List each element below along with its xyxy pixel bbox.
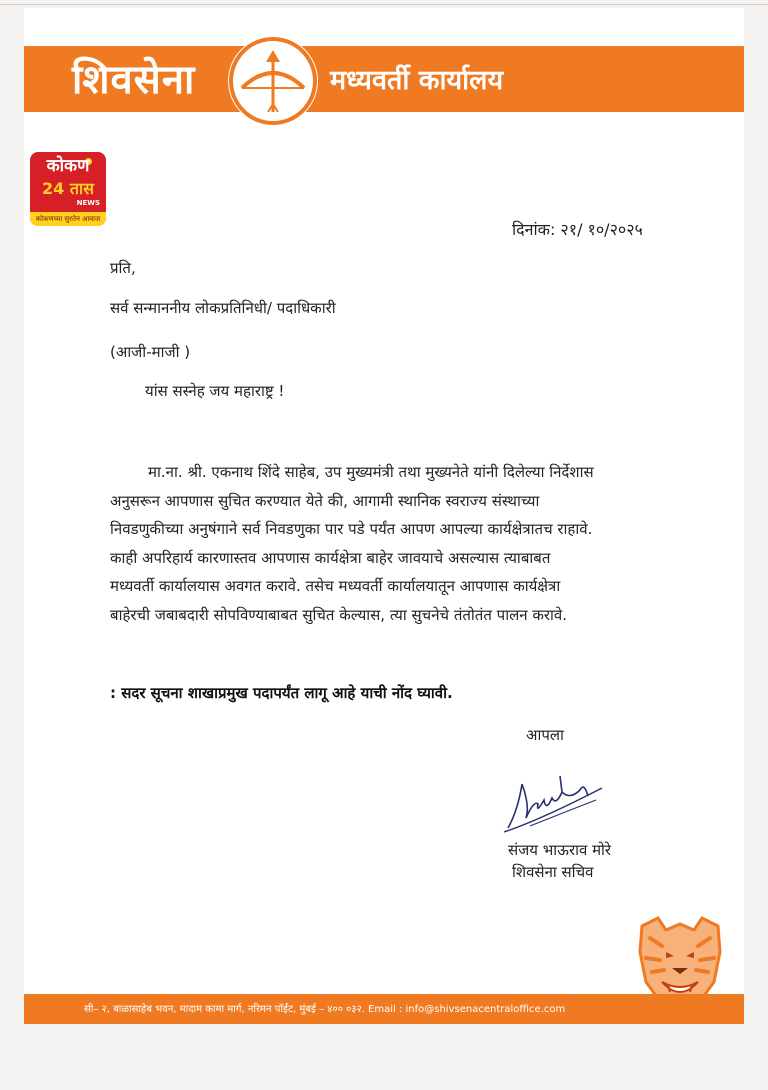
letter-addressee: सर्व सन्माननीय लोकप्रतिनिधी/ पदाधिकारी [110, 299, 336, 317]
body-line: निवडणुकीच्या अनुषंगाने सर्व निवडणुका पार पडे पर्यंत आपण आपल्या कार्यक्षेत्रातच राहावे. [110, 520, 593, 538]
body-line: अनुसरून आपणास सुचित करण्यात येते की, आगामी स्थानिक स्वराज्य संस्थाच्या [110, 491, 540, 510]
news-logo-name: कोकण [46, 156, 90, 176]
letter-date: दिनांक: २१/ १०/२०२५ [512, 220, 643, 239]
body-line: काही अपरिहार्य कारणास्तव आपणास कार्यक्षेत्रा बाहेर जावयाचे असल्यास त्याबाबत [110, 548, 551, 567]
bow-and-arrow-emblem-icon [228, 36, 318, 126]
party-name: शिवसेना [72, 57, 196, 103]
news-channel-logo [30, 152, 106, 226]
letter-to: प्रति, [110, 259, 136, 277]
letter-addressee-qualifier: (आजी-माजी ) [110, 343, 191, 361]
office-name: मध्यवर्ती कार्यालय [330, 65, 504, 96]
page-edge-line [0, 4, 768, 5]
letter-greeting: यांस सस्नेह जय महाराष्ट्र ! [145, 382, 285, 400]
signature-mark [500, 770, 610, 844]
signatory-title: शिवसेना सचिव [512, 863, 594, 881]
news-logo-news: NEWS [76, 199, 100, 207]
signatory-name: संजय भाऊराव मोरे [508, 841, 612, 859]
body-line: मध्यवर्ती कार्यालयास अवगत करावे. तसेच मध्यवर्ती कार्यालयातून आपणास कार्यक्षेत्रा [110, 577, 561, 595]
body-line: बाहेरची जबाबदारी सोपविण्याबाबत सुचित केल्यास, त्या सुचनेचे तंतोतंत पालन करावे. [110, 605, 567, 624]
letter-note: : सदर सूचना शाखाप्रमुख पदापर्यंत लागू आहे याची नोंद घ्यावी. [110, 684, 453, 702]
news-logo-channel: 24 तास [42, 179, 94, 198]
footer-address: सी– २, बाळासाहेब भवन, मादाम कामा मार्ग, नरिमन पॉईंट, मुंबई – ४०० ०३२. Email : info@shivsenacentraloffice.com [84, 1004, 566, 1015]
news-logo-tagline: कोकणच्या सुरतेन आवाज [30, 212, 106, 226]
letter-body [110, 458, 666, 629]
body-line: मा.ना. श्री. एकनाथ शिंदे साहेब, उप मुख्यमंत्री तथा मुख्यनेते यांनी दिलेल्या निर्देशास [148, 463, 594, 481]
letter-closing: आपला [526, 726, 564, 744]
